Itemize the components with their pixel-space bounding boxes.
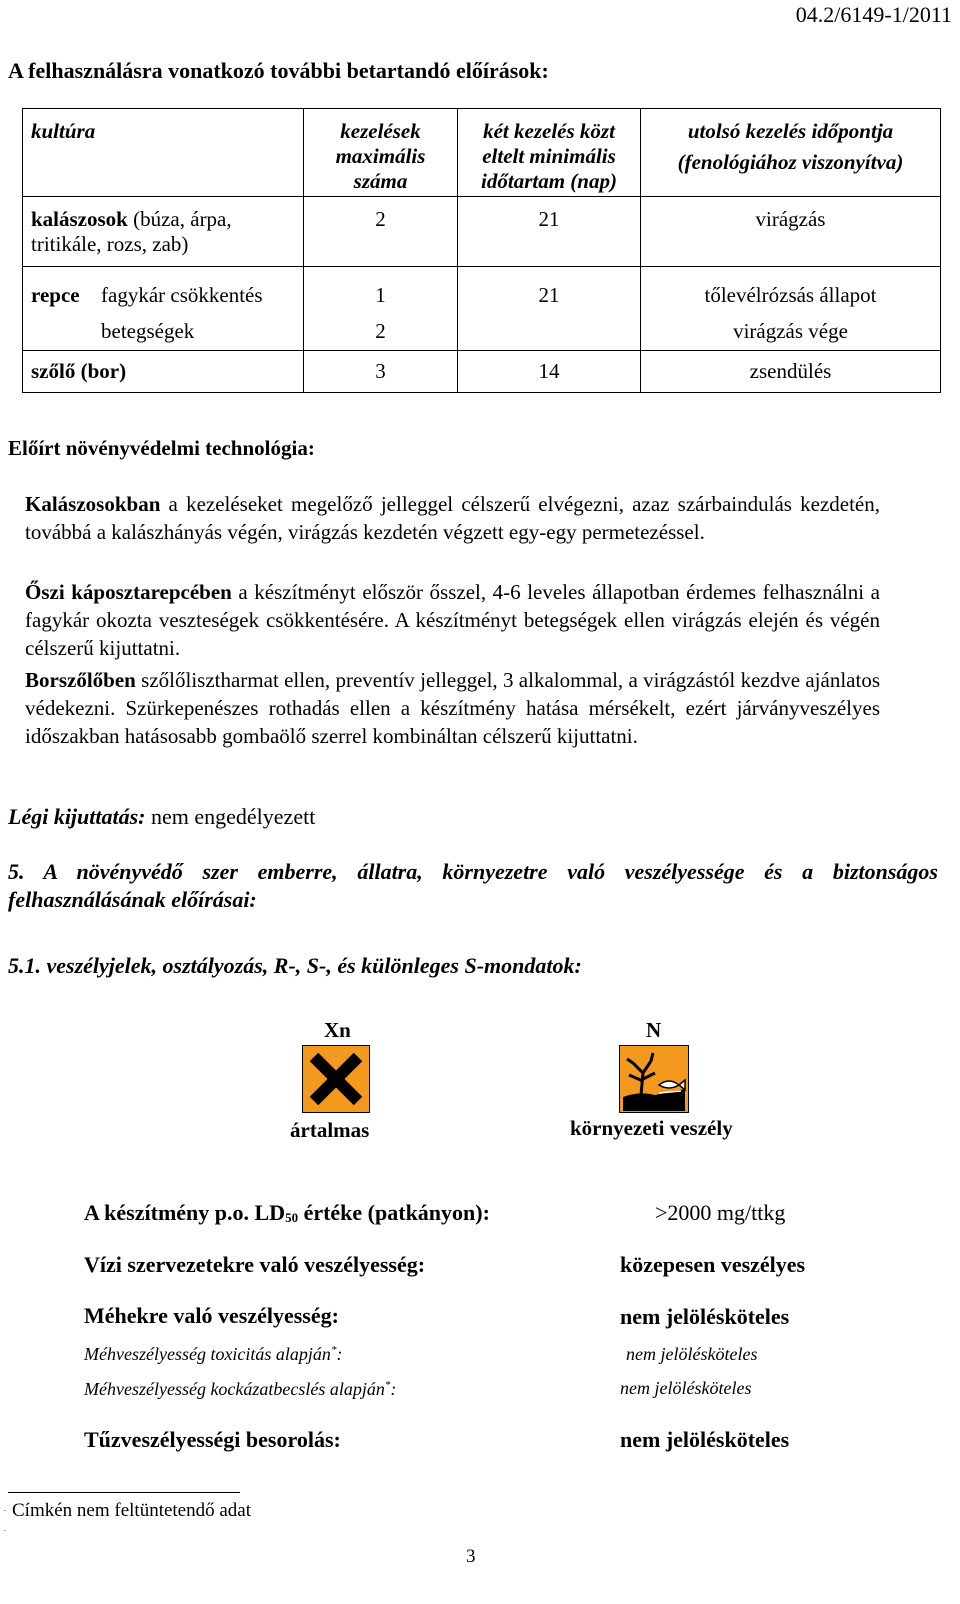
cell-crop: kalászosok (búza, árpa, tritikále, rozs, zab) — [23, 197, 304, 267]
cell-interval: 14 — [458, 351, 641, 393]
cell-max: 3 — [304, 351, 458, 393]
cell-crop: repce fagykár csökkentés betegségek — [23, 267, 304, 351]
cell-interval: 21 — [458, 197, 641, 267]
bee-risk-value: nem jelölésköteles — [620, 1378, 752, 1398]
cell-crop: szőlő (bor) — [23, 351, 304, 393]
n-symbol-code: N — [646, 1018, 662, 1042]
technology-paragraph-rape: Őszi káposztarepcében a készítményt először ősszel, 4-6 leveles állapotban érdemes felhasználni a fagykár okozta veszteségek csökkentésére. A készítményt betegségek ellen virágzás elején és végén célszerű kijuttatni. — [25, 580, 880, 660]
table-row — [23, 197, 941, 267]
aquatic-hazard-label: Vízi szervezetekre való veszélyesség: — [84, 1252, 426, 1277]
usage-table — [22, 108, 941, 393]
bee-toxicity-value: nem jelölésköteles — [626, 1344, 758, 1364]
fire-hazard-value: nem jelölésköteles — [620, 1427, 790, 1452]
cell-interval: 21 — [458, 267, 641, 351]
header-max-treatments: kezelések maximális száma — [304, 109, 458, 197]
footnote-mark: . — [4, 1504, 6, 1513]
header-min-interval: két kezelés közt eltelt minimális időtartam (nap) — [458, 109, 641, 197]
section-heading: A felhasználásra vonatkozó további betartandó előírások: — [8, 58, 549, 83]
table-row — [23, 267, 941, 351]
section-5-1-title: 5.1. veszélyjelek, osztályozás, R-, S-, és különleges S-mondatok: — [8, 953, 582, 978]
aerial-application: Légi kijuttatás: nem engedélyezett — [8, 804, 316, 829]
footnote-mark: . — [4, 1524, 6, 1533]
bee-hazard-label: Méhekre való veszélyesség: — [84, 1303, 339, 1328]
cell-max: 1 2 — [304, 267, 458, 351]
document-number: 04.2/6149-1/2011 — [795, 2, 952, 27]
dead-tree-fish-icon — [619, 1045, 689, 1113]
footnote-separator — [8, 1492, 240, 1493]
technology-title: Előírt növényvédelmi technológia: — [8, 436, 315, 460]
table-row — [23, 351, 941, 393]
cell-max: 2 — [304, 197, 458, 267]
cell-last: virágzás — [641, 197, 941, 267]
bee-hazard-value: nem jelölésköteles — [620, 1304, 790, 1329]
section-5-title: 5. A növényvédő szer emberre, állatra, környezetre való veszélyessége és a biztonságos felhasználásának előírásai: — [8, 859, 938, 912]
n-symbol-caption: környezeti veszély — [570, 1116, 733, 1140]
page-number: 3 — [466, 1546, 476, 1567]
cell-last: zsendülés — [641, 351, 941, 393]
technology-paragraph-grape: Borszőlőben szőlőlisztharmat ellen, preventív jelleggel, 3 alkalommal, a virágzástól kezdve ajánlatos védekezni. Szürkepenészes rothadás ellen a készítmény hatása mérsékelt, ezért járványveszélyes időszakban hatásosabb gombaölő szerrel kombináltan célszerű kijuttatni. — [25, 668, 880, 748]
xn-symbol-caption: ártalmas — [290, 1118, 370, 1142]
aquatic-hazard-value: közepesen veszélyes — [620, 1252, 806, 1277]
header-crop: kultúra — [23, 109, 304, 197]
table-header-row — [23, 109, 941, 197]
fire-hazard-label: Tűzveszélyességi besorolás: — [84, 1427, 341, 1452]
ld50-value: >2000 mg/ttkg — [655, 1200, 786, 1225]
technology-paragraph-cereals: Kalászosokban a kezeléseket megelőző jelleggel célszerű elvégezni, azaz szárbaindulás kezdetén, továbbá a kalászhányás végén, virágzás kezdetén végzett egy-egy permetezéssel. — [25, 492, 880, 544]
ld50-label: A készítmény p.o. $LD_{50}$ értéke (patkányon): — [84, 1200, 490, 1225]
header-last-treatment: utolsó kezelés időpontja (fenológiához viszonyítva) — [641, 109, 941, 197]
footnote: Címkén nem feltüntetendő adat — [12, 1500, 252, 1521]
cross-icon — [302, 1045, 370, 1113]
xn-symbol-code: Xn — [324, 1018, 351, 1042]
bee-risk-label: Méhveszélyesség kockázatbecslés alapján*: — [84, 1379, 397, 1399]
bee-toxicity-label: Méhveszélyesség toxicitás alapján*: — [84, 1344, 343, 1364]
cell-last: tőlevélrózsás állapot virágzás vége — [641, 267, 941, 351]
